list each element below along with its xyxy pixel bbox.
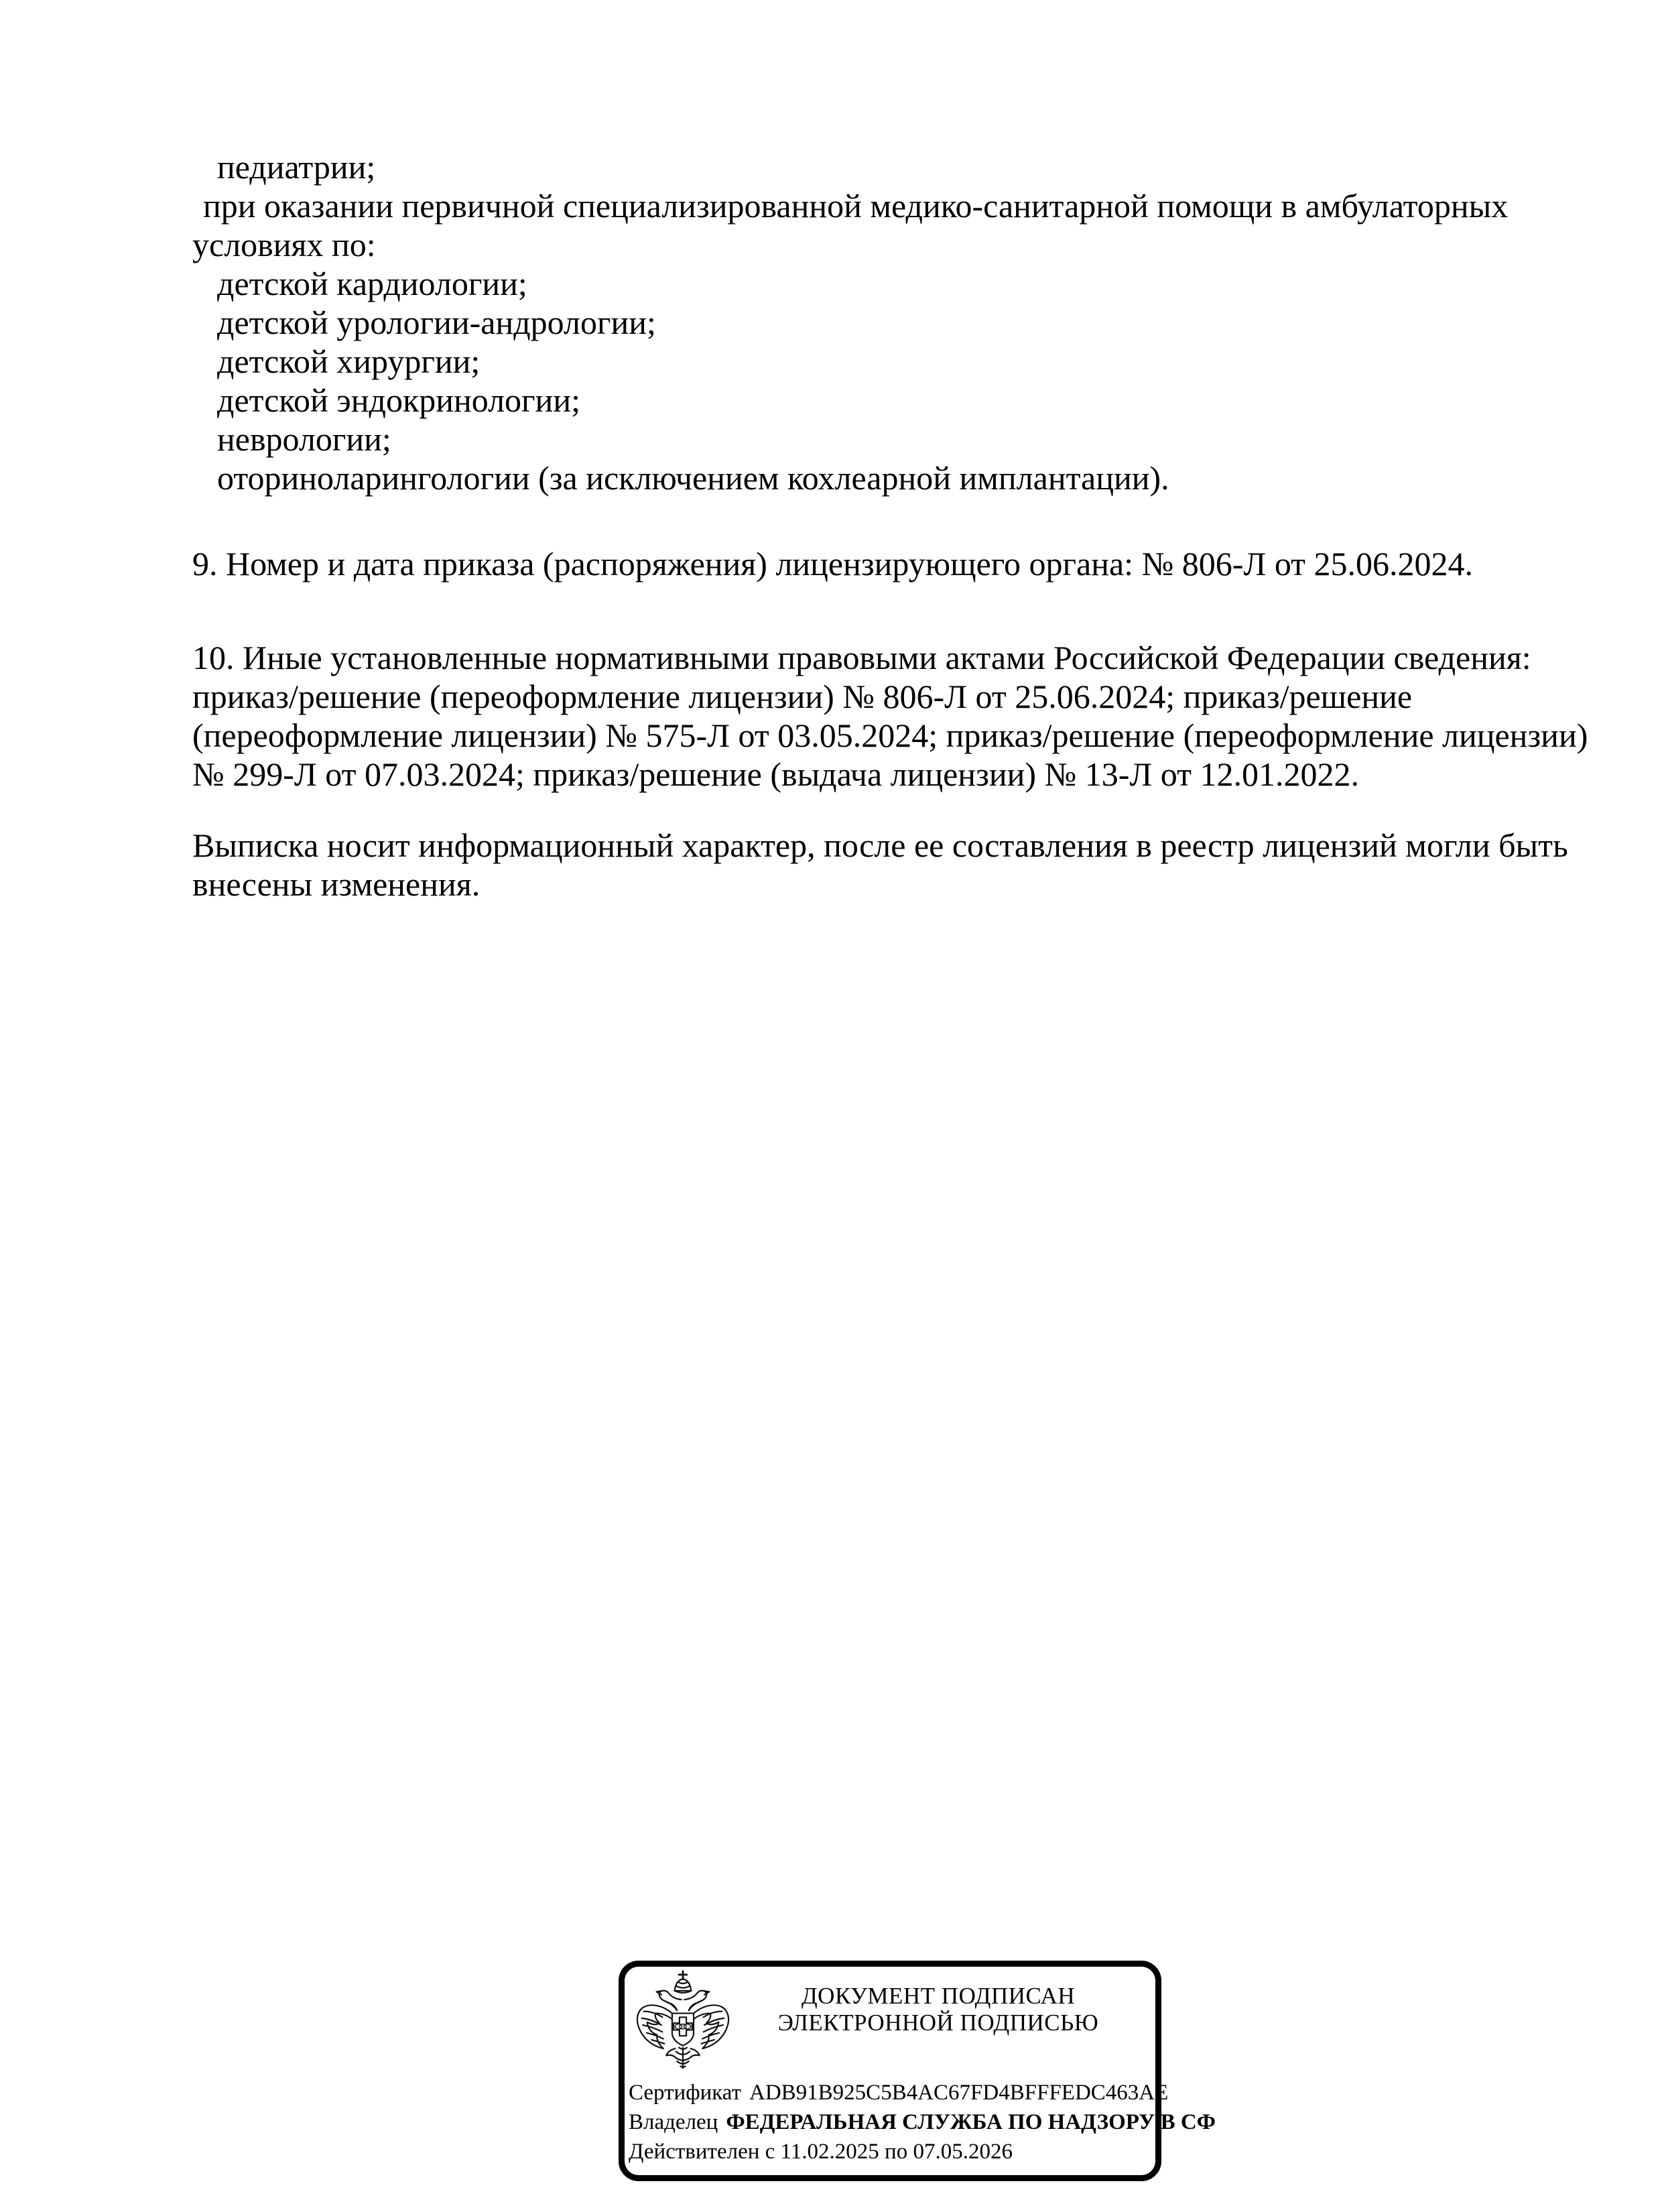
- owner-value: ФЕДЕРАЛЬНАЯ СЛУЖБА ПО НАДЗОРУ В СФ: [726, 2110, 1216, 2134]
- stamp-title-line: ДОКУМЕНТ ПОДПИСАН: [801, 1983, 1076, 2009]
- specialty-line: неврологии;: [217, 420, 391, 458]
- owner-label: Владелец: [629, 2110, 718, 2134]
- stamp-details: [629, 2078, 1216, 2166]
- info-note-paragraph: [192, 826, 1568, 904]
- signature-stamp: [619, 1961, 1216, 2181]
- specialty-line: детской эндокринологии;: [217, 381, 580, 419]
- specialty-line: педиатрии;: [217, 148, 376, 186]
- stamp-title-line: ЭЛЕКТРОННОЙ ПОДПИСЬЮ: [777, 2010, 1099, 2036]
- certificate-value: ADB91B925C5B4AC67FD4BFFFEDC463AE: [749, 2081, 1169, 2105]
- item-10-line: (переоформление лицензии) № 575-Л от 03.05.2024; приказ/решение (переоформление лицензии): [192, 717, 1588, 754]
- owner-line: [629, 2107, 1216, 2137]
- certificate-line: [629, 2078, 1169, 2107]
- item-9-text: 9. Номер и дата приказа (распоряжения) лицензирующего органа: № 806-Л от 25.06.2024.: [192, 545, 1474, 582]
- specialty-line: детской кардиологии;: [217, 265, 527, 302]
- specialty-line: детской хирургии;: [217, 343, 481, 380]
- item-10-line: приказ/решение (переоформление лицензии) № 806-Л от 25.06.2024; приказ/решение: [192, 678, 1413, 715]
- item-10-paragraph: [192, 638, 1588, 794]
- item-10-line: 10. Иные установленные нормативными правовыми актами Российской Федерации сведения:: [192, 639, 1531, 676]
- stamp-emblem: [634, 1970, 732, 2073]
- double-headed-eagle-icon: [634, 1970, 732, 2073]
- certificate-label: Сертификат: [629, 2081, 741, 2105]
- specialty-line: оториноларингологии (за исключением кохлеарной имплантации).: [217, 459, 1169, 497]
- validity-line: Действителен с 11.02.2025 по 07.05.2026: [629, 2140, 1013, 2164]
- info-note-line: внесены изменения.: [192, 865, 481, 903]
- specialties-continuation: [192, 147, 1508, 497]
- item-9-paragraph: [192, 544, 1473, 583]
- condition-line: условиях по:: [192, 226, 376, 263]
- specialty-line: детской урологии-андрологии;: [217, 304, 656, 341]
- stamp-title: [725, 1983, 1151, 2036]
- item-10-line: № 299-Л от 07.03.2024; приказ/решение (выдача лицензии) № 13-Л от 12.01.2022.: [192, 755, 1359, 793]
- condition-line: при оказании первичной специализированной медико-санитарной помощи в амбулаторных: [203, 187, 1509, 225]
- info-note-line: Выписка носит информационный характер, после ее составления в реестр лицензий могли быть: [192, 826, 1568, 864]
